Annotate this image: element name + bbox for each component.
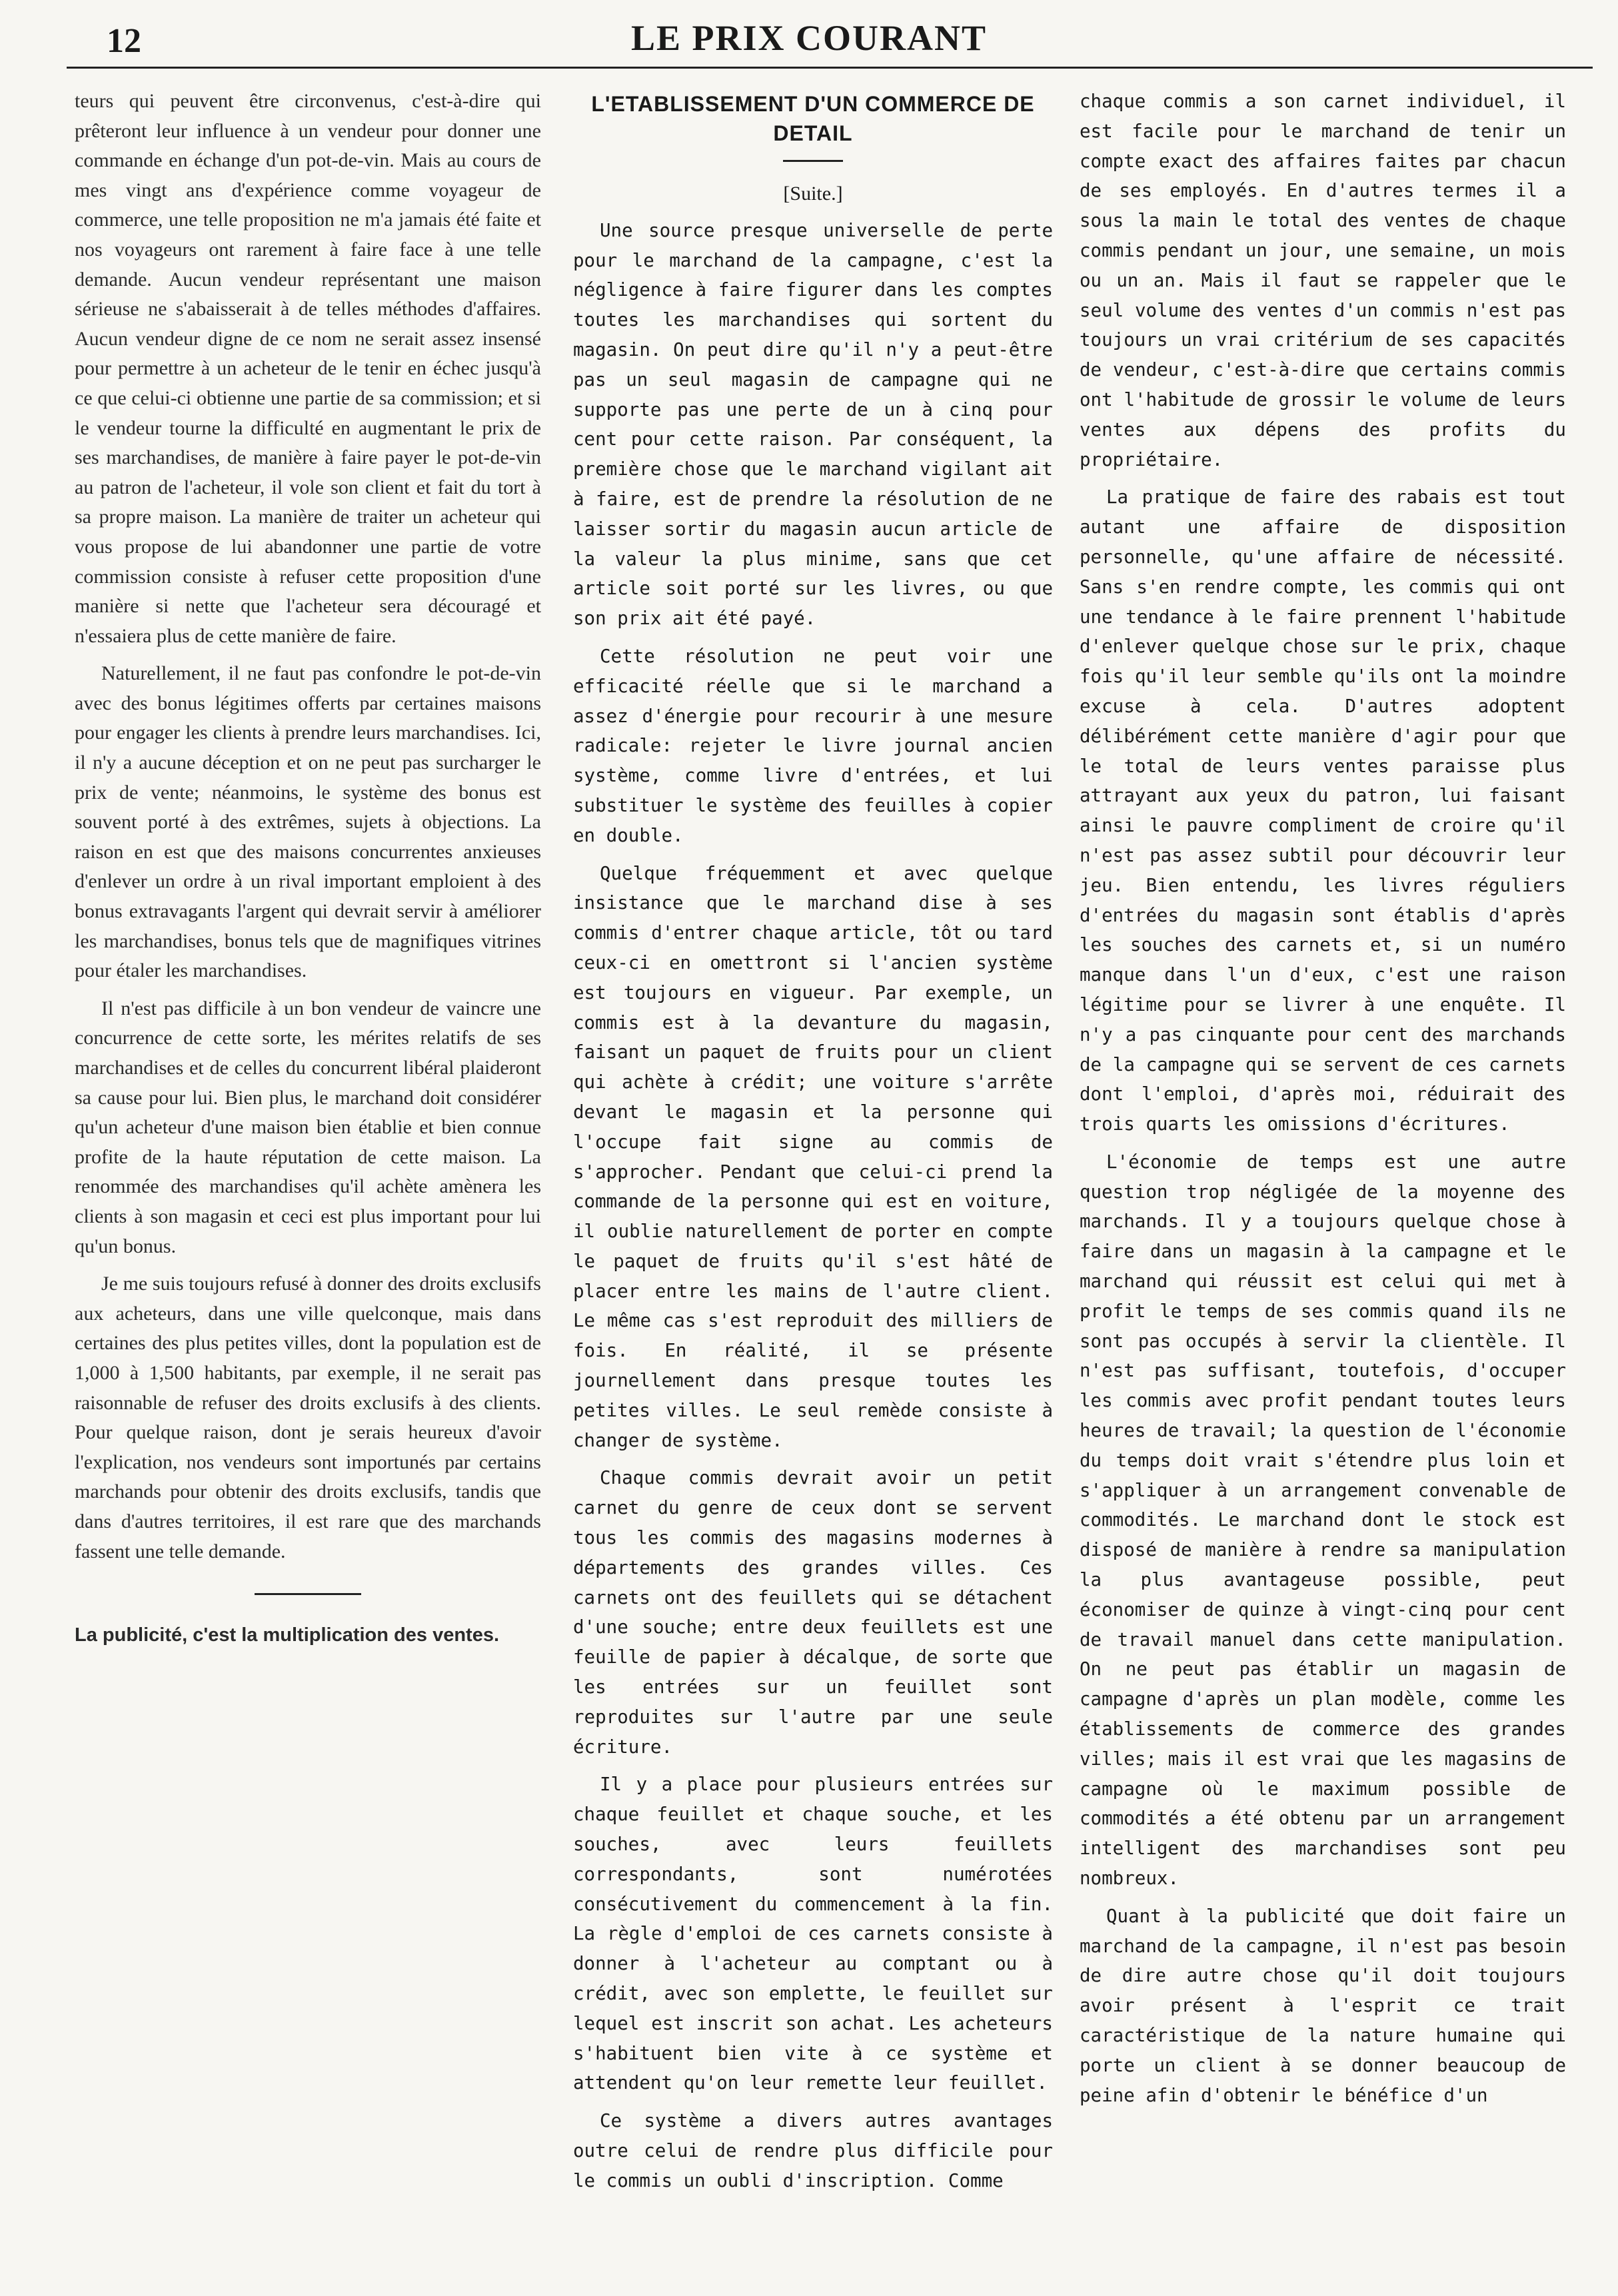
paragraph: Chaque commis devrait avoir un petit carnet du genre de ceux dont se servent tous les commis des magasins modernes à départements des grandes villes. Ces carnets ont des feuillets qui se détachent d'une souche; entre deux feuillets est une feuille de papier à décalque, de sorte que les entrées sur un feuillet sont reproduites sur l'autre par une seule écriture. — [573, 1467, 1053, 1758]
continuation-note: [Suite.] — [783, 183, 843, 205]
column-middle — [573, 87, 1053, 2265]
journal-title: LE PRIX COURANT — [630, 18, 988, 58]
paragraph: L'économie de temps est une autre question trop négligée de la moyenne des marchands. Il y a toujours quelque chose à faire dans un magasin à la campagne et le marchand qui réussit est celui qui met à profit le temps de ses commis quand ils ne sont pas occupés à servir la clientèle. Il n'est pas suffisant, toutefois, d'occuper les commis avec profit pendant toutes leurs heures de travail; la question de l'économie du temps doit vrait s'étendre plus loin et s'appliquer à un arrangement convenable de commodités. Le marchand dont le stock est disposé de manière à rendre sa manipulation la plus avantageuse possible, peut économiser de quinze à vingt-cinq pour cent de travail manuel dans cette manipulation. On ne peut pas établir un magasin de campagne d'après un plan modèle, comme les établissements de commerce des grandes villes; mais il est vrai que les magasins de campagne où le maximum possible de commodités a été obtenu par un arrangement intelligent des marchandises sont peu nombreux. — [1080, 1151, 1566, 1890]
paragraph: Ce système a divers autres avantages outre celui de rendre plus difficile pour le commis un oubli d'inscription. Comme — [573, 2110, 1053, 2191]
page-number: 12 — [107, 22, 141, 60]
paragraph: chaque commis a son carnet individuel, il est facile pour le marchand de tenir un compte exact des affaires faites par chacun de ses employés. En d'autres termes il a sous la main le total des ventes de chaque commis pendant un jour, une semaine, un mois ou un an. Mais il faut se rappeler que le seul volume des ventes d'un commis n'est pas toujours un vrai critérium de ses capacités de vendeur, c'est-à-dire que certains commis ont l'habitude de grossir le volume de leurs ventes aux dépens des profits du propriétaire. — [1080, 91, 1566, 470]
paragraph: La pratique de faire des rabais est tout autant une affaire de disposition personnelle, qu'une affaire de nécessité. Sans s'en rendre compte, les commis qui ont une tendance à le faire prennent l'habitude d'enlever quelque chose sur le prix, chaque fois qu'il leur semble qu'ils ont la moindre excuse à cela. D'autres adoptent délibérément cette manière d'agir pour que le total de leurs ventes paraisse plus attrayant aux yeux du patron, lui faisant ainsi le pauvre compliment de croire qu'il n'est pas assez subtil pour découvrir leur jeu. Bien entendu, les livres réguliers d'entrées du magasin sont établis d'après les souches des carnets et, si un numéro manque dans l'un d'eux, c'est une raison légitime pour se livrer à une enquête. Il n'y a pas cinquante pour cent des marchands de la campagne qui se servent de ces carnets dont l'emploi, d'après moi, réduirait des trois quarts les omissions d'écritures. — [1080, 486, 1566, 1135]
article-title: L'ETABLISSEMENT D'UN COMMERCE DE DETAIL — [591, 92, 1035, 145]
paragraph: Naturellement, il ne faut pas confondre le pot-de-vin avec des bonus légitimes offerts par certaines maisons pour engager les clients à prendre leurs marchandises. Ici, il n'y a aucune déception et on ne peut pas surcharger le prix de vente; néanmoins, le système des bonus est souvent porté à des extrêmes, sujets à objections. La raison en est que des maisons concurrentes anxieuses d'enlever un ordre à un rival important emploient à des bonus extravagants l'argent qui devrait servir à améliorer les marchandises, bonus tels que de magnifiques vitrines pour étaler les marchandises. — [75, 662, 541, 982]
paragraph: teurs qui peuvent être circonvenus, c'est-à-dire qui prêteront leur influence à un vendeur pour donner une commande en échange d'un pot-de-vin. Mais au cours de mes vingt ans d'expérience comme voyageur de commerce, une telle proposition ne m'a jamais été faite et nos voyageurs ont rarement à faire face à une telle demande. Aucun vendeur représentant une maison sérieuse ne s'abaisserait à de telles méthodes d'affaires. Aucun vendeur digne de ce nom ne serait assez insensé pour permettre à un acheteur de le tenir en échec jusqu'à ce que celui-ci obtienne une partie de sa commission; et si le vendeur tourne la difficulté en augmentant le prix de ses marchandises, de manière à faire payer le pot-de-vin au patron de l'acheteur, il vole son client et fait du tort à sa propre maison. La manière de traiter un acheteur qui vous propose de lui abandonner une partie de votre commission consiste à refuser cette proposition d'une manière si nette que l'acheteur sera découragé et n'essaiera plus de cette manière de faire. — [75, 90, 541, 647]
paragraph: Il y a place pour plusieurs entrées sur chaque feuillet et chaque souche, et les souches, avec leurs feuillets correspondants, sont numérotées consécutivement du commencement à la fin. La règle d'emploi de ces carnets consiste à donner à l'acheteur au comptant ou à crédit, avec son emplette, le feuillet sur lequel est inscrit son achat. Les acheteurs s'habituent bien vite à ce système et attendent qu'on leur remette leur feuillet. — [573, 1774, 1053, 2094]
slogan: La publicité, c'est la multiplication des ventes. — [75, 1624, 500, 1646]
header-rule — [67, 67, 1593, 69]
paragraph: Quelque fréquemment et avec quelque insistance que le marchand dise à ses commis d'entrer chaque article, tôt ou tard ceux-ci en omettront si l'ancien système est toujours en vigueur. Par exemple, un commis est à la devanture du magasin, faisant un paquet de fruits pour un client qui achète à crédit; une voiture s'arrête devant le magasin et la personne qui l'occupe fait signe au commis de s'approcher. Pendant que celui-ci prend la commande de la personne qui est en voiture, il oublie naturellement de porter en compte le paquet de fruits qu'il s'est hâté de placer entre les mains de l'autre client. Le même cas s'est reproduit des milliers de fois. En réalité, il se présente journellement dans presque toutes les petites villes. Le seul remède consiste à changer de système. — [573, 862, 1053, 1451]
paragraph: Une source presque universelle de perte pour le marchand de la campagne, c'est la négligence à faire figurer dans les comptes toutes les marchandises qui sortent du magasin. On peut dire qu'il n'y a peut-être pas un seul magasin de campagne qui ne supporte pas une perte de un à cinq pour cent pour cette raison. Par conséquent, la première chose que le marchand vigilant ait à faire, est de prendre la résolution de ne laisser sortir du magasin aucun article de la valeur la plus minime, sans que cet article soit porté sur les livres, ou que son prix ait été payé. — [573, 219, 1053, 630]
title-rule — [783, 160, 843, 162]
column-left — [75, 87, 541, 2265]
page-header — [0, 12, 1618, 65]
paragraph: Quant à la publicité que doit faire un marchand de la campagne, il n'est pas besoin de dire autre chose qu'il doit toujours avoir présent à l'esprit ce trait caractéristique de la nature humaine qui porte un client à se donner beaucoup de peine afin d'obtenir le bénéfice d'un — [1080, 1905, 1566, 2106]
paragraph: Je me suis toujours refusé à donner des droits exclusifs aux acheteurs, dans une ville quelconque, mais dans certaines des plus petites villes, dont la population est de 1,000 à 1,500 habitants, par exemple, il ne serait pas raisonnable de refuser des droits exclusifs à des clients. Pour quelque raison, dont je serais heureux d'avoir l'explication, nos vendeurs sont importunés par certains marchands pour obtenir des droits exclusifs, tandis que dans d'autres territoires, il est rare que des marchands fassent une telle demande. — [75, 1273, 541, 1562]
column-right — [1080, 87, 1566, 2265]
paragraph: Il n'est pas difficile à un bon vendeur de vaincre une concurrence de cette sorte, les mérites relatifs de ses marchandises et de celles du concurrent libéral plaideront sa cause pour lui. Bien plus, le marchand doit considérer qu'un acheteur d'une maison bien établie et bien connue profite de la haute réputation de cette maison. La renommée des marchandises qu'il achète amènera les clients à son magasin et ceci est plus important pour lui qu'un bonus. — [75, 997, 541, 1257]
paragraph: Cette résolution ne peut voir une efficacité réelle que si le marchand a assez d'énergie pour recourir à une mesure radicale: rejeter le livre journal ancien système, comme livre d'entrées, et lui substituer le système des feuilles à copier en double. — [573, 645, 1053, 846]
section-divider — [255, 1593, 361, 1595]
